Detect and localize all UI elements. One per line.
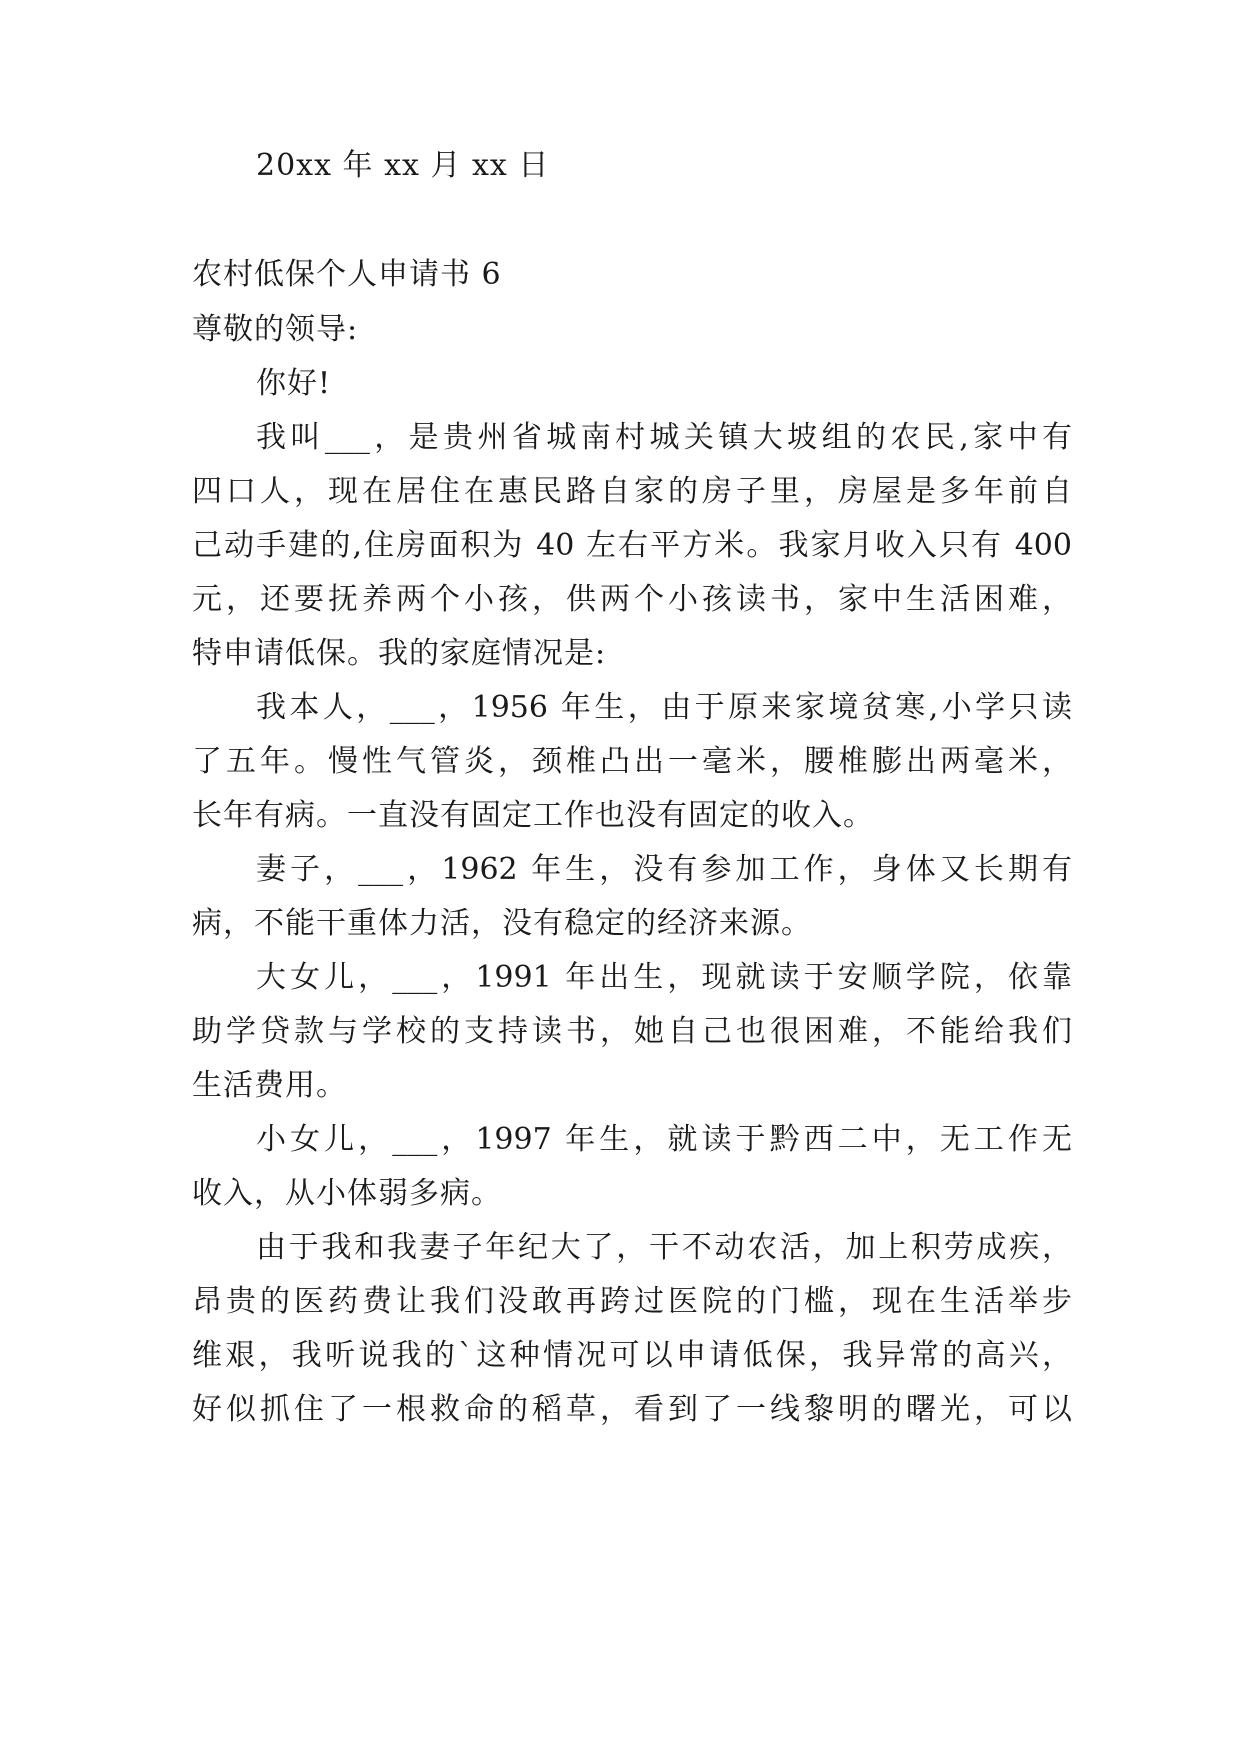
- body-line: 元，还要抚养两个小孩，供两个小孩读书，家中生活困难，: [192, 582, 1072, 617]
- body-line: 好似抓住了一根救命的稻草，看到了一线黎明的曙光，可以: [192, 1392, 1072, 1427]
- body-line: 长年有病。一直没有固定工作也没有固定的收入。: [192, 798, 874, 833]
- body-line: 我本人，___，1956 年生，由于原来家境贫寒,小学只读: [256, 690, 1072, 725]
- salutation: 尊敬的领导:: [192, 312, 359, 347]
- body-line: 特申请低保。我的家庭情况是:: [192, 636, 607, 671]
- body-line: 生活费用。: [192, 1068, 347, 1103]
- date-line: 20xx 年 xx 月 xx 日: [256, 148, 550, 183]
- body-line: 妻子，___，1962 年生，没有参加工作，身体又长期有: [256, 852, 1072, 887]
- body-line: 收入，从小体弱多病。: [192, 1176, 502, 1211]
- body-line: 维艰，我听说我的`这种情况可以申请低保，我异常的高兴，: [192, 1338, 1072, 1373]
- body-line: 大女儿，___，1991 年出生，现就读于安顺学院，依靠: [256, 960, 1072, 995]
- body-line: 病，不能干重体力活，没有稳定的经济来源。: [192, 906, 812, 941]
- body-line: 己动手建的,住房面积为 40 左右平方米。我家月收入只有 400: [192, 528, 1072, 563]
- body-line: 小女儿，___，1997 年生，就读于黔西二中，无工作无: [256, 1122, 1072, 1157]
- body-line: 助学贷款与学校的支持读书，她自己也很困难，不能给我们: [192, 1014, 1072, 1049]
- body-line: 由于我和我妻子年纪大了，干不动农活，加上积劳成疾，: [256, 1230, 1072, 1265]
- body-line: 我叫___，是贵州省城南村城关镇大坡组的农民,家中有: [256, 420, 1072, 455]
- greeting: 你好!: [256, 366, 332, 401]
- body-line: 昂贵的医药费让我们没敢再跨过医院的门槛，现在生活举步: [192, 1284, 1072, 1319]
- body-line: 了五年。慢性气管炎，颈椎凸出一毫米，腰椎膨出两毫米，: [192, 744, 1072, 779]
- document-title: 农村低保个人申请书 6: [192, 257, 502, 292]
- body-line: 四口人，现在居住在惠民路自家的房子里，房屋是多年前自: [192, 474, 1072, 509]
